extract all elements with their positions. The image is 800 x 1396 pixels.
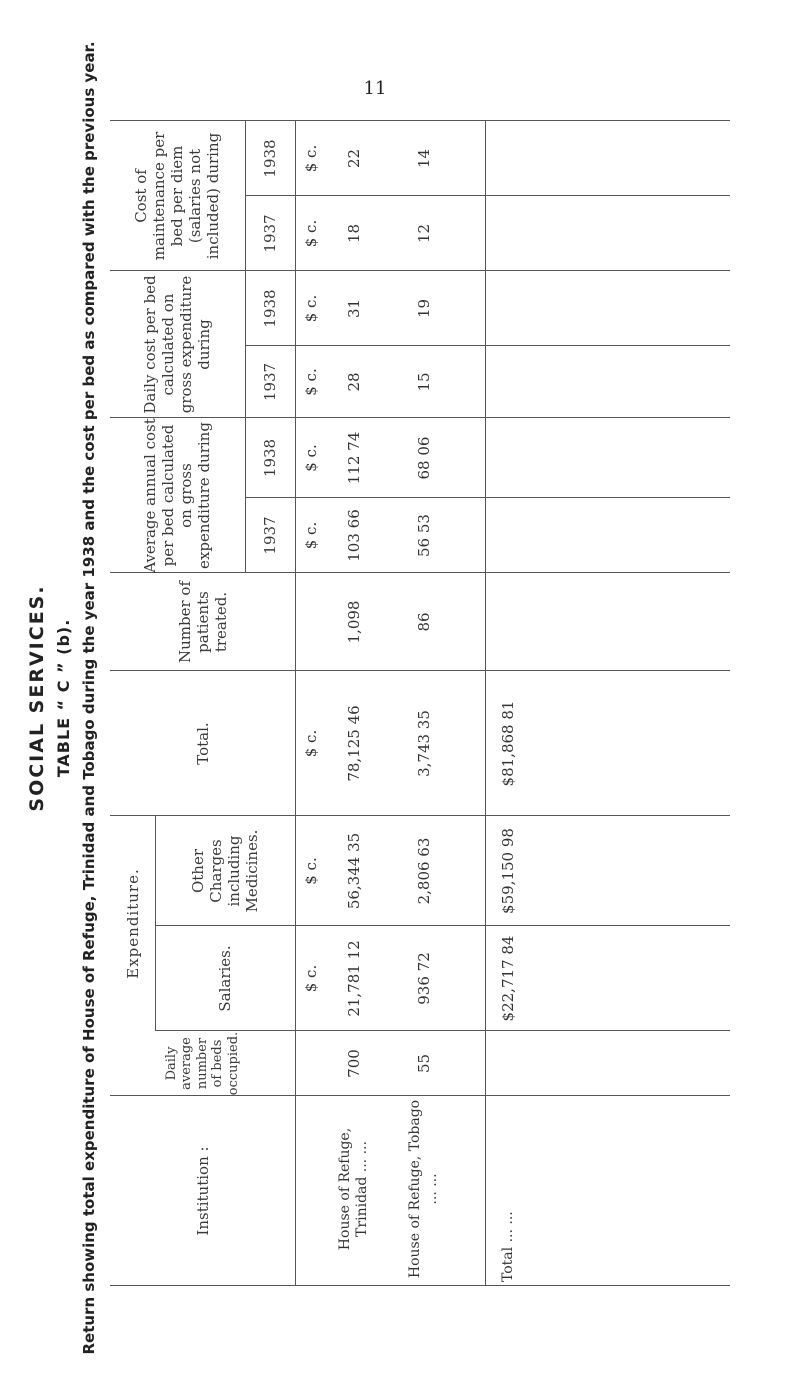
header-expenditure: Expenditure.: [124, 868, 142, 979]
table-caption: Return showing total expenditure of House of Refuge, Trinidad and Tobago during the year 1938 and the cost per bed as compared with the previous year.: [80, 41, 98, 1355]
row-institution: House of Refuge, Tobago ... ...: [407, 1099, 440, 1279]
unit-marker: $ c.: [302, 964, 320, 993]
cell-annual-1938: 112 74: [345, 431, 363, 485]
cell-other-charges-total: $59,150 98: [499, 828, 517, 914]
row-institution: House of Refuge, Trinidad ... ...: [337, 1127, 370, 1251]
header-beds: Daily average number of beds occupied.: [163, 1031, 241, 1096]
header-year-1937: 1937: [261, 214, 279, 253]
page-number: 11: [363, 78, 387, 99]
cell-other-charges: 2,806 63: [415, 837, 433, 905]
row-institution-total: Total ... ...: [499, 1211, 516, 1282]
table-label: TABLE “ C ” (b).: [54, 618, 73, 778]
header-institution: Institution :: [193, 1146, 212, 1236]
unit-marker: $ c.: [302, 521, 320, 550]
cell-other-charges: 56,344 35: [345, 832, 363, 910]
header-year-1938: 1938: [261, 438, 279, 478]
cell-patients: 86: [415, 612, 433, 632]
header-patients: Number of patients treated.: [175, 581, 230, 664]
cell-beds: 700: [345, 1049, 363, 1078]
cell-patients: 1,098: [345, 600, 363, 644]
cell-daily-1938: 31: [345, 298, 363, 319]
cell-total: 3,743 35: [415, 710, 433, 777]
header-total: Total.: [193, 722, 212, 765]
unit-marker: $ c.: [302, 368, 320, 396]
cell-annual-1937: 56 53: [415, 514, 433, 557]
header-year-1937: 1937: [261, 362, 279, 402]
rule: [295, 121, 296, 1286]
cell-salaries-total: $22,717 84: [499, 935, 517, 1022]
header-salaries: Salaries.: [216, 945, 234, 1012]
cell-maintenance-1937: 18: [345, 223, 363, 244]
header-maintenance-cost: Cost of maintenance per bed per diem (salaries not included) during: [132, 131, 222, 261]
header-year-1938: 1938: [261, 139, 279, 178]
cell-daily-1937: 28: [345, 372, 363, 392]
section-heading: SOCIAL SERVICES.: [26, 584, 48, 812]
cell-grand-total: $81,868 81: [499, 700, 517, 787]
header-other-charges: Other Charges including Medicines.: [189, 829, 261, 913]
unit-marker: $ c.: [302, 729, 320, 758]
header-annual-cost: Average annual cost per bed calculated on gross expenditure during: [141, 418, 213, 573]
rule: [485, 121, 486, 1286]
unit-marker: $ c.: [302, 444, 320, 472]
cell-annual-1937: 103 66: [345, 509, 363, 562]
cell-total: 78,125 46: [345, 705, 363, 782]
cell-beds: 55: [415, 1053, 433, 1074]
cell-salaries: 936 72: [415, 952, 433, 1005]
header-year-1937: 1937: [261, 516, 279, 555]
unit-marker: $ c.: [302, 857, 320, 885]
cell-daily-1937: 15: [415, 372, 433, 392]
cell-maintenance-1938: 14: [415, 148, 433, 169]
cell-maintenance-1938: 22: [345, 148, 363, 169]
cell-annual-1938: 68 06: [415, 436, 433, 480]
cell-daily-1938: 19: [415, 298, 433, 319]
cell-salaries: 21,781 12: [345, 940, 363, 1017]
unit-marker: $ c.: [302, 144, 320, 173]
unit-marker: $ c.: [302, 219, 320, 248]
header-daily-cost: Daily cost per bed calculated on gross expenditure during: [141, 275, 213, 414]
unit-marker: $ c.: [302, 294, 320, 323]
cell-maintenance-1937: 12: [415, 223, 433, 244]
header-year-1938: 1938: [261, 289, 279, 328]
